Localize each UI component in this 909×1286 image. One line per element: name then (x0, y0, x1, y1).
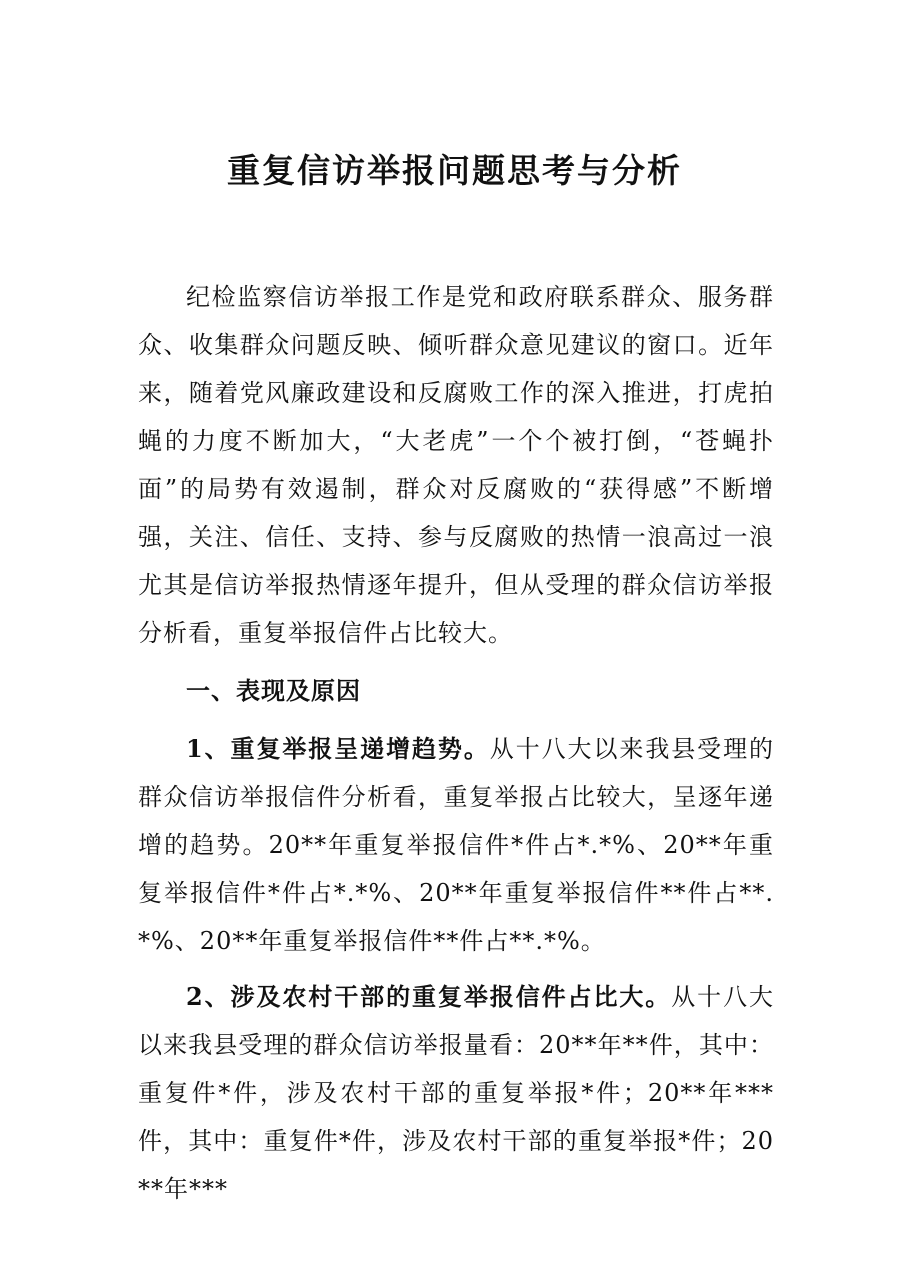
intro-paragraph: 纪检监察信访举报工作是党和政府联系群众、服务群众、收集群众问题反映、倾听群众意见建议的窗口。近年来，随着党风廉政建设和反腐败工作的深入推进，打虎拍蝇的力度不断加大，“大老虎”一个个被打倒，“苍蝇扑面”的局势有效遏制，群众对反腐败的“获得感”不断增强，关注、信任、支持、参与反腐败的热情一浪高过一浪尤其是信访举报热情逐年提升，但从受理的群众信访举报分析看，重复举报信件占比较大。 (138, 283, 774, 647)
item-paragraph-2 (138, 973, 774, 1213)
section-heading: 一、表现及原因 (186, 676, 361, 705)
item-text-1: 从十八大以来我县受理的群众信访举报信件分析看，重复举报占比较大，呈逐年递增的趋势。20**年重复举报信件*件占*.*%、20**年重复举报信件*件占*.*%、20**年重复举报信件**件占**.*%、20**年重复举报信件**件占**.*%。 (138, 735, 775, 955)
document-title: 重复信访举报问题思考与分析 (227, 151, 682, 190)
item-lead-2: 2、涉及农村干部的重复举报信件占比大。 (186, 982, 672, 1011)
item-lead-1: 1、重复举报呈递增趋势。 (186, 734, 490, 763)
document-body (138, 273, 774, 1213)
item-paragraph-1 (138, 725, 774, 965)
item-text-2: 从十八大以来我县受理的群众信访举报量看：20**年**件，其中：重复件*件，涉及农村干部的重复举报*件；20**年***件，其中：重复件*件，涉及农村干部的重复举报*件；20**年*** (138, 983, 775, 1203)
